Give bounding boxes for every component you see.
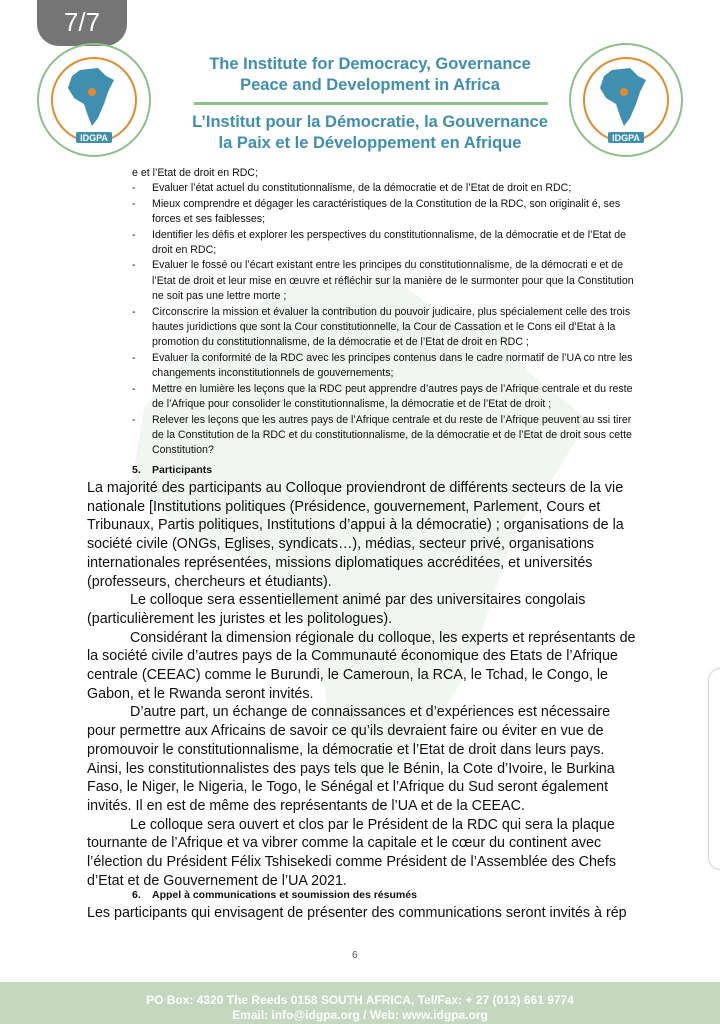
- list-item: - Evaluer l’état actuel du constitutionnalisme, de la démocratie et de l’Etat de droit en RDC;: [132, 182, 572, 195]
- footer-contact: Email: info@idgpa.org / Web: www.idgpa.org: [232, 1008, 488, 1022]
- paragraph: Les participants qui envisagent de présenter des communications seront invités à rép: [87, 905, 627, 921]
- section-5-heading: [132, 464, 212, 476]
- paragraph: Considérant la dimension régionale du colloque, les experts et représentants de la société civile d’autres pays de la Communauté économique des Etats de l’Afrique centrale (CEEAC) comme le Burundi, le Cameroun, la RCA, le Tchad, le Congo, le Gabon, et le Rwanda seront invités.: [87, 629, 636, 702]
- idgpa-logo-left: [34, 40, 154, 160]
- section-number: 5.: [132, 464, 141, 476]
- footer-bar: [0, 982, 720, 1024]
- paragraph: La majorité des participants au Colloque proviendront de différents secteurs de la vie nationale [Institutions politiques (Présidence, gouvernement, Parlement, Cours et Tribunaux, Partis politiques, Institutions d’appui à la démocratie) ; organisations de la société civile (ONGs, Eglises, syndicats…), médias, secteur privé, organisations internationales représentées, missions diplomatiques accréditées, et universités (professeurs, chercheurs et étudiants).: [87, 480, 624, 590]
- paragraph: Le colloque sera essentiellement animé par des universitaires congolais (particulièrement les juristes et les politologues).: [87, 592, 586, 627]
- header-en-line1: The Institute for Democracy, Governance: [209, 55, 531, 73]
- section-6-body: [87, 904, 637, 923]
- idgpa-logo-right: [566, 40, 686, 160]
- header-french: [190, 112, 550, 154]
- page-indicator-badge: 7/7: [37, 0, 127, 46]
- list-item: - Identifier les défis et explorer les perspectives du constitutionnalisme, de la démocratie et de l’Etat de droit en RDC;: [132, 228, 627, 257]
- header-divider: [194, 102, 548, 105]
- paragraph: D’autre part, un échange de connaissances et d’expériences est nécessaire pour permettre aux Africains de savoir ce qu’ils devraient faire ou éviter en vue de promouvoir le constitutionnalisme, la démocratie et l’Etat de droit dans leurs pays. Ainsi, les constitutionnalistes des pays tels que le Bénin, la Cote d’Ivoire, le Burkina Faso, le Niger, le Nigeria, le Togo, le Sénégal et l’Afrique du Sud seront également invités. Il en est de même des représentants de l’UA et de la CEEAC.: [87, 704, 615, 814]
- list-item: - Mettre en lumière les leçons que la RDC peut apprendre d’autres pays de l’Afrique centrale et du reste de l’Afrique pour consolider le constitutionnalisme, la démocratie et de l’Etat de droit ;: [132, 382, 633, 411]
- header-fr-line1: L’Institut pour la Démocratie, la Gouvernance: [192, 113, 548, 131]
- objectives-list: [126, 166, 638, 459]
- section-6-heading: [132, 889, 417, 901]
- list-item: - Evaluer le fossé ou l’écart existant entre les principes du constitutionnalisme, de la démocrati e et de l’Etat de droit et leur mise en œuvre et réfléchir sur la manière de le surmonter pour que la Constitution ne soit pas une lettre morte ;: [132, 259, 634, 303]
- page-number: 6: [352, 950, 358, 961]
- list-item: - Relever les leçons que les autres pays de l’Afrique centrale et du reste de l’Afrique peuvent au ssi tirer de la Constitution de la RDC et du constitutionnalisme, de la démocratie et de l’Etat de droit sous cette Constitution?: [132, 413, 632, 457]
- section-title: Participants: [152, 464, 213, 476]
- logo-text: IDGPA: [612, 133, 640, 143]
- header-en-line2: Peace and Development in Africa: [240, 76, 500, 94]
- section-number: 6.: [132, 889, 141, 901]
- logo-text: IDGPA: [80, 133, 108, 143]
- paragraph: Le colloque sera ouvert et clos par le Président de la RDC qui sera la plaque tournante de l’Afrique et va vibrer comme la capitale et le cœur du continent avec l’élection du Président Félix Tshisekedi comme Président de l’Assemblée des Chefs d’Etat et de Gouvernement de l’UA 2021.: [87, 816, 616, 889]
- header-english: [190, 54, 550, 96]
- list-item: - Evaluer la conformité de la RDC avec les principes contenus dans le cadre normatif de l’UA co ntre les changements inconstitutionnels de gouvernements;: [132, 351, 633, 380]
- list-continuation: e et l’Etat de droit en RDC;: [132, 167, 259, 179]
- list-item: - Mieux comprendre et dégager les caractéristiques de la Constitution de la RDC, son originalit é, ses forces et ses faiblesses;: [132, 197, 621, 226]
- list-item: - Circonscrire la mission et évaluer la contribution du pouvoir judicaire, plus spécialement celle des trois hautes juridictions que sont la Cour constitutionnelle, la Cour de Cassation et le Cons eil d’Etat à la promotion du constitutionnalisme, de la démocratie et de l’Etat de droit en RDC ;: [132, 305, 631, 349]
- header-fr-line2: la Paix et le Développement en Afrique: [218, 134, 522, 152]
- scroll-handle[interactable]: [708, 668, 720, 870]
- section-title: Appel à communications et soumission des résumés: [152, 889, 417, 901]
- section-5-body: [87, 479, 637, 890]
- footer-address: PO Box: 4320 The Reeds 0158 SOUTH AFRICA, Tel/Fax: + 27 (012) 661 9774: [146, 993, 574, 1007]
